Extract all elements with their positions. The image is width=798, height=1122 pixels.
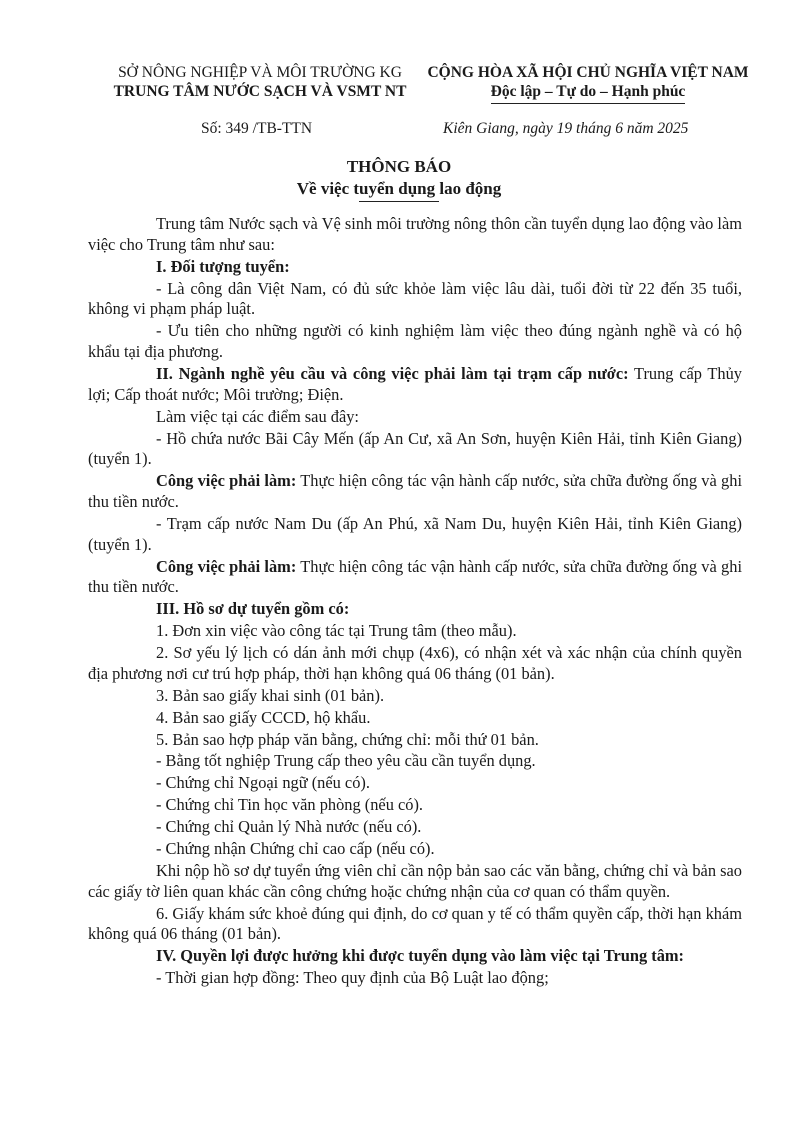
section-3-subitem: - Chứng chỉ Quản lý Nhà nước (nếu có). — [156, 817, 422, 837]
agency-name: TRUNG TÂM NƯỚC SẠCH VÀ VSMT NT — [113, 83, 407, 100]
work-label: Công việc phải làm: — [156, 556, 297, 576]
section-2-place: - Hồ chứa nước Bãi Cây Mến (ấp An Cư, xã An Sơn, huyện Kiên Hải, tỉnh Kiên Giang) (tuyển 1). — [88, 428, 742, 469]
section-2-place: - Trạm cấp nước Nam Du (ấp An Phú, xã Nam Du, huyện Kiên Hải, tỉnh Kiên Giang) (tuyển 1). — [88, 513, 742, 554]
section-4-heading: IV. Quyền lợi được hưởng khi được tuyển dụng vào làm việc tại Trung tâm: — [156, 946, 685, 966]
work-description: Thực hiện công tác vận hành cấp nước, sửa chữa đường ống và ghi thu tiền nước. — [88, 471, 742, 512]
national-header — [408, 63, 768, 104]
national-motto: Độc lập – Tự do – Hạnh phúc — [491, 82, 686, 104]
section-2-heading: II. Ngành nghề yêu cầu và công việc phải làm tại trạm cấp nước: — [156, 363, 629, 383]
place-and-date: Kiên Giang, ngày 19 tháng 6 năm 2025 — [443, 120, 689, 137]
section-3-subitem: - Chứng chỉ Tin học văn phòng (nếu có). — [156, 795, 424, 815]
work-label: Công việc phải làm: — [156, 471, 297, 491]
section-2-work-paragraph — [88, 557, 742, 599]
section-3-subitem: - Bằng tốt nghiệp Trung cấp theo yêu cầu cần tuyển dụng. — [156, 751, 536, 771]
section-2-places-intro: Làm việc tại các điểm sau đây: — [156, 406, 359, 426]
section-3-heading: III. Hồ sơ dự tuyển gồm có: — [156, 599, 350, 619]
document-subtitle: Về việc tuyển dụng lao động — [296, 179, 502, 198]
document-title-block — [0, 156, 798, 202]
intro-paragraph: Trung tâm Nước sạch và Vệ sinh môi trường nông thôn cần tuyển dụng lao động vào làm việc cho Trung tâm như sau: — [88, 214, 742, 254]
section-3-item: 4. Bản sao giấy CCCD, hộ khẩu. — [156, 707, 371, 727]
section-3-subitem: - Chứng nhận Chứng chỉ cao cấp (nếu có). — [156, 838, 435, 858]
section-3-item: 1. Đơn xin việc vào công tác tại Trung tâm (theo mẫu). — [156, 621, 517, 641]
section-4-item: - Thời gian hợp đồng: Theo quy định của Bộ Luật lao động; — [156, 968, 549, 988]
issuing-agency-header — [100, 63, 420, 101]
document-number: Số: 349 /TB-TTN — [201, 120, 313, 137]
document-title: THÔNG BÁO — [346, 157, 452, 176]
section-3-subitem: - Chứng chỉ Ngoại ngữ (nếu có). — [156, 773, 370, 793]
agency-parent-name: SỞ NÔNG NGHIỆP VÀ MÔI TRƯỜNG KG — [118, 64, 402, 81]
document-body — [88, 214, 742, 990]
section-2-work-paragraph — [88, 471, 742, 513]
section-2-heading-paragraph — [88, 364, 742, 406]
section-3-note: Khi nộp hồ sơ dự tuyển ứng viên chỉ cần nộp bản sao các văn bằng, chứng chỉ và bản sao các giấy tờ liên quan khác cần công chứng hoặc chứng nhận của cơ quan có thẩm quyền. — [88, 860, 742, 901]
section-3-item: 5. Bản sao hợp pháp văn bằng, chứng chỉ: mỗi thứ 01 bản. — [156, 729, 539, 749]
title-underline — [359, 201, 439, 202]
section-1-item: - Ưu tiên cho những người có kinh nghiệm làm việc theo đúng ngành nghề và có hộ khẩu tại địa phương. — [88, 321, 742, 362]
section-3-item: 6. Giấy khám sức khoẻ đúng qui định, do cơ quan y tế có thẩm quyền cấp, thời hạn khám không quá 06 tháng (01 bản). — [88, 903, 742, 944]
section-3-item: 2. Sơ yếu lý lịch có dán ảnh mới chụp (4x6), có nhận xét và xác nhận của chính quyền địa phương nơi cư trú hợp pháp, thời hạn không quá 06 tháng (01 bản). — [88, 643, 742, 683]
nation-name: CỘNG HÒA XÃ HỘI CHỦ NGHĨA VIỆT NAM — [427, 64, 749, 81]
work-description: Thực hiện công tác vận hành cấp nước, sửa chữa đường ống và ghi thu tiền nước. — [88, 556, 742, 597]
section-1-item: - Là công dân Việt Nam, có đủ sức khỏe làm việc lâu dài, tuổi đời từ 22 đến 35 tuổi, không vi phạm pháp luật. — [88, 278, 742, 319]
section-2-fields: Trung cấp Thủy lợi; Cấp thoát nước; Môi trường; Điện. — [88, 363, 742, 404]
section-3-item: 3. Bản sao giấy khai sinh (01 bản). — [156, 685, 385, 705]
section-1-heading: I. Đối tượng tuyển: — [156, 256, 290, 276]
